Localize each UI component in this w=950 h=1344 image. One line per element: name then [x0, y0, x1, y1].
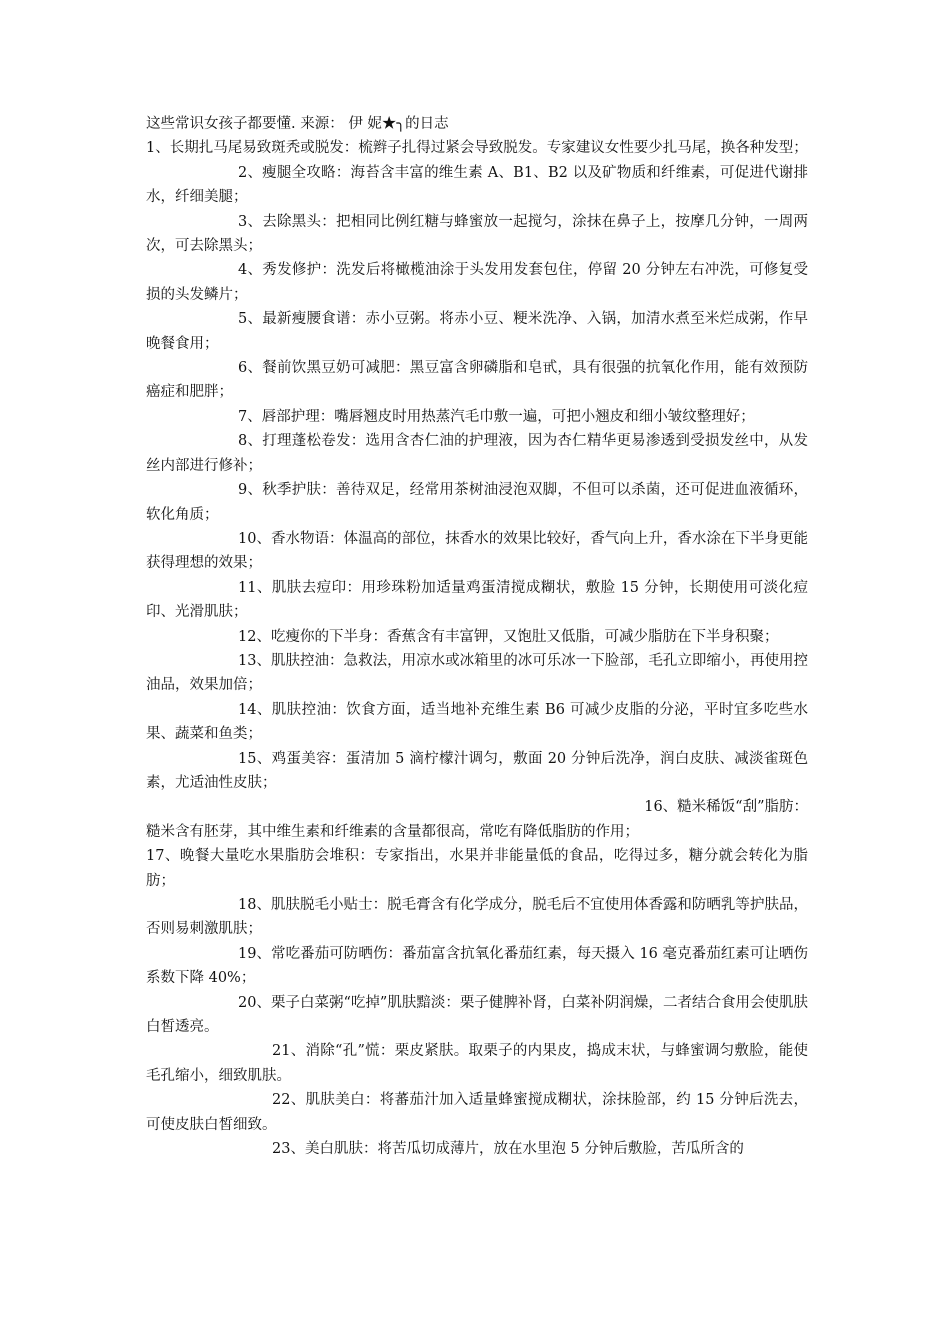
list-item: 19、常吃番茄可防晒伤：番茄富含抗氧化番茄红素，每天摄入 16 毫克番茄红素可让晒伤系数下降 40%；: [146, 945, 808, 987]
list-item: 10、香水物语：体温高的部位，抹香水的效果比较好，香气向上升，香水涂在下半身更能获得理想的效果；: [146, 530, 808, 572]
article-header: 这些常识女孩子都要懂. 来源： 伊 妮★╮的日志: [146, 116, 449, 132]
list-item: 22、肌肤美白：将蕃茄汁加入适量蜂蜜搅成糊状，涂抹脸部，约 15 分钟后洗去，可使皮肤白皙细致。: [146, 1092, 808, 1133]
list-item: 4、秀发修护：洗发后将橄榄油涂于头发用发套包住，停留 20 分钟左右冲洗，可修复受损的头发鳞片；: [146, 262, 808, 303]
list-item: 9、秋季护肤：善待双足，经常用茶树油浸泡双脚，不但可以杀菌，还可促进血液循环，软化角质；: [146, 482, 808, 523]
list-item: 13、肌肤控油：急救法，用凉水或冰箱里的冰可乐冰一下脸部，毛孔立即缩小，再使用控油品，效果加倍；: [146, 652, 808, 694]
list-item-heading: 16、糙米稀饭“刮”脂肪：: [644, 799, 808, 816]
list-item: 21、消除“孔”慌：栗皮紧肤。取栗子的内果皮，捣成末状，与蜂蜜调匀敷脸，能使毛孔缩小，细致肌肤。: [146, 1043, 808, 1084]
list-item: 5、最新瘦腰食谱：赤小豆粥。将赤小豆、粳米洗净、入锅，加清水煮至米烂成粥，作早晚餐食用；: [146, 311, 808, 352]
list-item: 14、肌肤控油：饮食方面，适当地补充维生素 B6 可减少皮脂的分泌，平时宜多吃些水果、蔬菜和鱼类；: [146, 701, 808, 743]
list-item: 11、肌肤去痘印：用珍珠粉加适量鸡蛋清搅成糊状，敷脸 15 分钟，长期使用可淡化痘印、光滑肌肤；: [146, 579, 808, 621]
list-item: 20、栗子白菜粥“吃掉”肌肤黯淡：栗子健脾补肾，白菜补阴润燥，二者结合食用会使肌肤白皙透亮。: [146, 994, 808, 1036]
list-item: 17、晚餐大量吃水果脂肪会堆积：专家指出，水果并非能量低的食品，吃得过多，糖分就会转化为脂肪；: [146, 848, 808, 889]
list-item: 1、长期扎马尾易致斑秃或脱发：梳辫子扎得过紧会导致脱发。专家建议女性要少扎马尾，换各种发型；: [146, 140, 808, 157]
list-item: 2、瘦腿全攻略：海苔含丰富的维生素 A、B1、B2 以及矿物质和纤维素，可促进代谢排水，纤细美腿；: [146, 164, 808, 206]
list-item: 18、肌肤脱毛小贴士：脱毛膏含有化学成分，脱毛后不宜使用体香露和防晒乳等护肤品，否则易刺激肌肤；: [146, 897, 808, 938]
list-item: 3、去除黑头：把相同比例红糖与蜂蜜放一起搅匀，涂抹在鼻子上，按摩几分钟，一周两次，可去除黑头；: [146, 213, 808, 255]
list-item: 6、餐前饮黑豆奶可减肥：黑豆富含卵磷脂和皂甙，具有很强的抗氧化作用，能有效预防癌症和肥胖；: [146, 360, 808, 401]
list-item: 15、鸡蛋美容：蛋清加 5 滴柠檬汁调匀，敷面 20 分钟后洗净，润白皮肤、减淡雀斑色素，尤适油性皮肤；: [146, 750, 808, 791]
list-item: 8、打理蓬松卷发：选用含杏仁油的护理液，因为杏仁精华更易渗透到受损发丝中，从发丝内部进行修补；: [146, 433, 808, 474]
list-item: 23、美白肌肤：将苦瓜切成薄片，放在水里泡 5 分钟后敷脸，苦瓜所含的: [272, 1141, 744, 1158]
document-page: [146, 112, 808, 1161]
list-item: 7、唇部护理：嘴唇翘皮时用热蒸汽毛巾敷一遍，可把小翘皮和细小皱纹整理好；: [238, 408, 755, 425]
list-item: 12、吃瘦你的下半身：香蕉含有丰富钾，又饱肚又低脂，可减少脂肪在下半身积聚；: [238, 628, 779, 645]
list-item: 糙米含有胚芽，其中维生素和纤维素的含量都很高，常吃有降低脂肪的作用；: [146, 823, 639, 840]
